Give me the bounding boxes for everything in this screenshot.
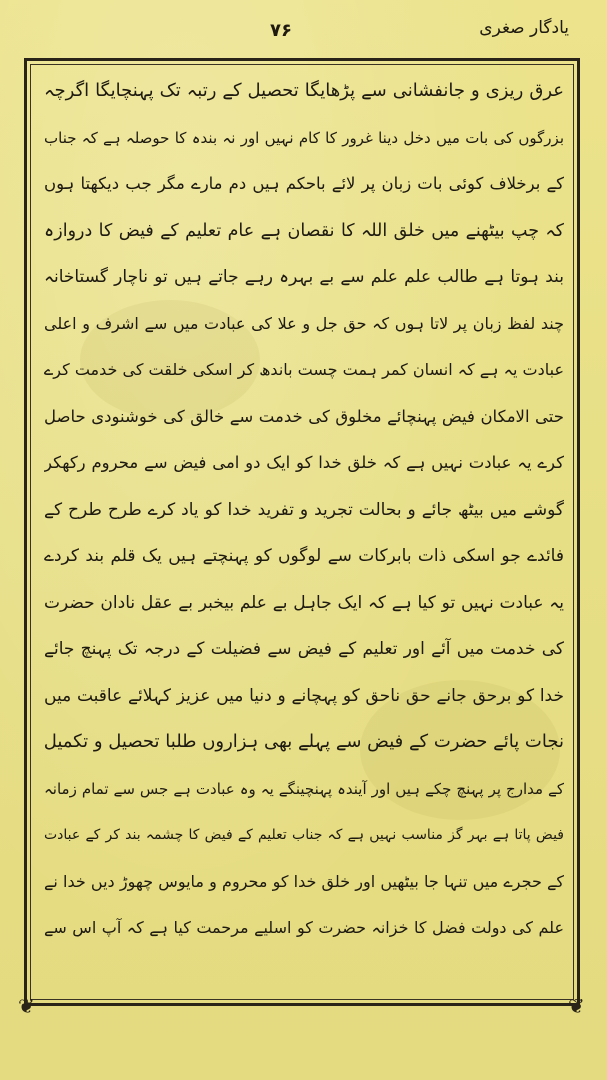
text-line: کہ چپ بیٹھنے میں خلق اللہ کا نقصان ہے عام تعلیم کے فیض کا دروازہ	[44, 220, 564, 241]
text-line: فیض پاتا ہے بہر گز مناسب نہیں ہے کہ جناب تعلیم کے فیض کا چشمہ بند کر کے عبادت	[44, 827, 564, 843]
page-number: ۷۶	[270, 20, 292, 41]
corner-ornament-left: ❦	[18, 994, 35, 1018]
text-line: حتی الامکان فیض پہنچائے مخلوق کی خدمت سے خالق کی خوشنودی حاصل	[44, 406, 564, 426]
text-line: کی خدمت میں آئے اور تعلیم کے فیض سے فضیلت کے درجہ تک پہنچ جائے	[44, 639, 564, 659]
body-text	[44, 68, 564, 998]
text-line: عبادت یہ ہے کہ انسان کمر ہمت چست باندھ کر اسکی خلقت کی خدمت کرے	[44, 360, 564, 379]
text-line: کے برخلاف کوئی بات زبان پر لائے باحکم ہیں دم مارے مگر جب دیکھتا ہوں	[44, 174, 564, 193]
text-line: کرے یہ عبادت نہیں ہے کہ خلق خدا کو ایک دو امی فیض سے محروم رکھکر	[44, 453, 564, 472]
text-line: بزرگوں کی بات میں دخل دینا غرور کا کام نہیں اور نہ بندہ کا حوصلہ ہے کہ جناب	[44, 128, 564, 147]
text-line: کے حجرے میں تنہا جا بیٹھیں اور خلق خدا کو محروم و مایوس چھوڑ دیں خدا نے	[44, 871, 564, 891]
text-line: یہ عبادت نہیں تو کیا ہے کہ ایک جاہل بے علم بیخبر بے عقل نادان حضرت	[44, 592, 564, 613]
text-line: فائدے جو اسکی ذات بابرکات سے لوگوں کو پہنچتے ہیں یک قلم بند کردے	[44, 546, 564, 566]
running-title: یادگار صغری	[479, 18, 569, 38]
text-line: علم کی دولت فضل کا خزانہ حضرت کو اسلیے مرحمت کیا ہے کہ آپ اس سے	[44, 918, 564, 937]
text-line: عرق ریزی و جانفشانی سے پڑھایگا تحصیل کے رتبہ تک پہنچایگا اگرچہ	[44, 80, 564, 101]
text-line: خدا کو برحق جانے حق ناحق کو پہچانے و دنیا میں عزیز کہلائے عاقبت میں	[44, 685, 564, 706]
text-line: بند ہوتا ہے طالب علم علم سے بے بہرہ رہے جاتے ہیں تو ناچار گستاخانہ	[44, 267, 564, 287]
text-line: کے مدارج پر پہنچ چکے ہیں اور آیندہ پہنچینگے یہ وہ عبادت ہے جس سے تمام زمانہ	[44, 779, 564, 798]
corner-ornament-right: ❦	[568, 994, 585, 1018]
text-line: نجات پائے حضرت کے فیض سے پہلے بھی ہزاروں طلبا تحصیل و تکمیل	[44, 731, 564, 752]
text-line: چند لفظ زبان پر لاتا ہوں کہ حق جل و علا کی عبادت میں سے اشرف و اعلی	[44, 313, 564, 333]
text-line: گوشے میں بیٹھ جائے و بحالت تجرید و تفرید خدا کو یاد کرے طرح طرح کے	[44, 499, 564, 520]
page-header	[30, 6, 589, 50]
